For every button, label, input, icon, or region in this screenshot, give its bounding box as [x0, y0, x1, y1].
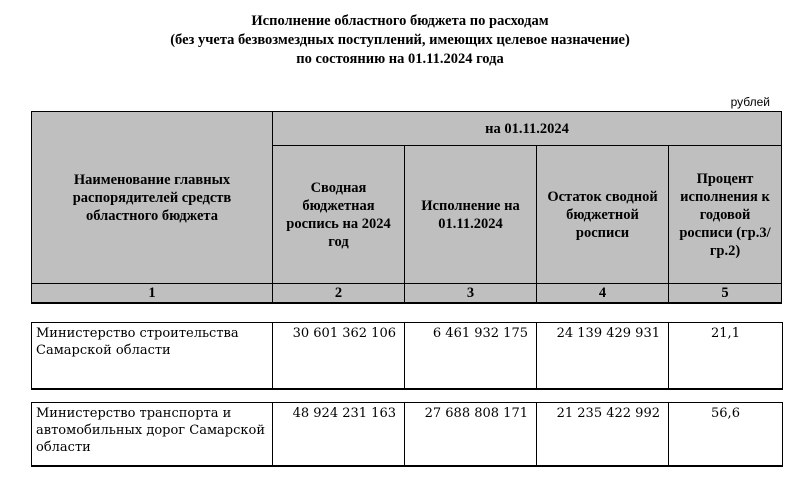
- row-executed: 6 461 932 175: [405, 323, 537, 388]
- header-group: на 01.11.2024: [273, 112, 782, 146]
- row-executed: 27 688 808 171: [405, 403, 537, 465]
- column-number-4: 4: [537, 284, 669, 304]
- row-plan: 48 924 231 163: [273, 403, 405, 465]
- header-name: Наименование главных распорядителей средств областного бюджета: [32, 112, 273, 284]
- header-col-executed: Исполнение на 01.11.2024: [405, 146, 537, 284]
- header-col-remainder: Остаток сводной бюджетной росписи: [537, 146, 669, 284]
- row-remainder: 24 139 429 931: [537, 323, 669, 388]
- table-row: [31, 402, 783, 467]
- row-name: Министерство строительства Самарской области: [32, 323, 273, 388]
- document-title: [0, 12, 800, 69]
- unit-label: рублей: [730, 95, 770, 109]
- row-percent: 56,6: [711, 406, 740, 421]
- table-header: [31, 111, 782, 304]
- column-number-2: 2: [273, 284, 405, 304]
- table-row: [31, 322, 783, 390]
- row-plan: 30 601 362 106: [273, 323, 405, 388]
- column-number-3: 3: [405, 284, 537, 304]
- title-line-1: Исполнение областного бюджета по расходам: [251, 13, 549, 29]
- row-remainder: 21 235 422 992: [537, 403, 669, 465]
- title-line-2: (без учета безвозмездных поступлений, имеющих целевое назначение): [170, 32, 630, 48]
- header-col-percent: Процент исполнения к годовой росписи (гр.3/гр.2): [669, 146, 782, 284]
- title-line-3: по состоянию на 01.11.2024 года: [296, 51, 504, 67]
- header-col-plan: Сводная бюджетная роспись на 2024 год: [273, 146, 405, 284]
- column-number-5: 5: [669, 284, 782, 304]
- row-name: Министерство транспорта и автомобильных дорог Самарской области: [32, 403, 273, 465]
- column-number-1: 1: [32, 284, 273, 304]
- row-percent: 21,1: [711, 326, 740, 341]
